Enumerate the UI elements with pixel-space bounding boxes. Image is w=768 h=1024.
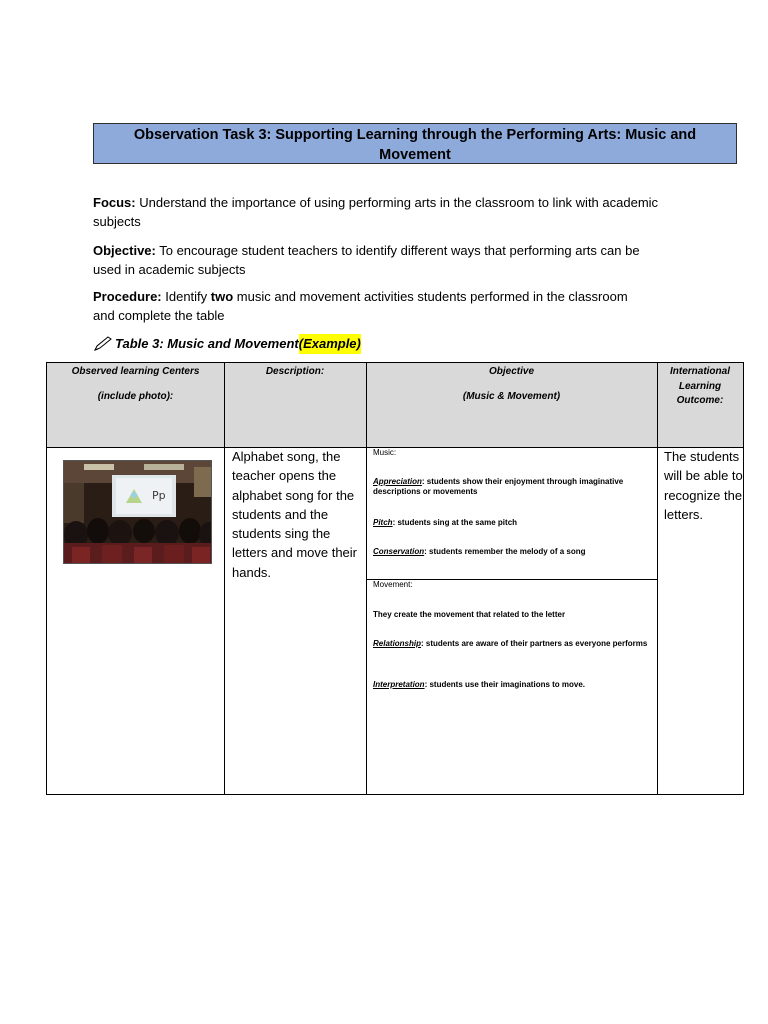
header-objective (366, 365, 657, 404)
page-title (93, 123, 737, 164)
appreciation-text: : students show their enjoyment through imaginative descriptions or movements (373, 477, 624, 496)
procedure-text-after: music and movement activities students performed in the classroom and complete the table (93, 289, 628, 323)
interpretation-term: Interpretation (373, 680, 425, 689)
interpretation-item (373, 680, 653, 690)
header-observed (47, 365, 224, 404)
table-caption (93, 334, 361, 354)
interpretation-text: : students use their imaginations to move. (424, 680, 586, 689)
outcome-cell: The students will be able to recognize the letters. (664, 449, 743, 522)
relationship-item (373, 639, 653, 649)
header-observed-line2: (include photo): (97, 391, 174, 402)
conservation-text: : students remember the melody of a song (424, 547, 586, 556)
header-outcome-line3: Outcome: (676, 395, 724, 406)
procedure-bold-word: two (210, 289, 234, 304)
header-objective-line2: (Music & Movement) (462, 391, 561, 402)
procedure-paragraph (93, 287, 633, 325)
focus-label: Focus: (93, 195, 136, 210)
objective-text: To encourage student teachers to identify different ways that performing arts can be used in academic subjects (93, 243, 640, 277)
header-objective-line1: Objective (488, 366, 535, 377)
header-observed-line1: Observed learning Centers (71, 366, 200, 377)
pitch-text: : students sing at the same pitch (392, 518, 518, 527)
appreciation-term: Appreciation (373, 477, 422, 486)
description-cell: Alphabet song, the teacher opens the alphabet song for the students and the students sing the letters and move their hands. (232, 449, 358, 580)
classroom-photo (63, 460, 212, 564)
pencil-icon (93, 336, 113, 352)
pitch-item (373, 518, 653, 528)
header-outcome-line1: International (669, 366, 730, 377)
procedure-text-before: Identify (161, 289, 211, 304)
music-movement-table (46, 362, 744, 795)
movement-line1: They create the movement that related to the letter (373, 610, 566, 619)
movement-heading: Movement: (373, 580, 413, 589)
relationship-text: : students are aware of their partners as everyone performs (421, 639, 648, 648)
relationship-term: Relationship (373, 639, 422, 648)
header-outcome-line2: Learning (678, 381, 722, 392)
objective-paragraph (93, 241, 668, 279)
header-description: Description: (265, 366, 325, 377)
music-heading: Music: (373, 448, 397, 457)
conservation-term: Conservation (373, 547, 425, 556)
appreciation-item (373, 477, 653, 497)
table-caption-highlight: (Example) (299, 334, 361, 354)
slide-text: Pp (152, 489, 166, 502)
title-line-1: Observation Task 3: Supporting Learning through the Performing Arts: Music and (133, 127, 697, 143)
table-caption-text: Table 3: Music and Movement (115, 336, 299, 351)
objective-label: Objective: (93, 243, 156, 258)
procedure-label: Procedure: (93, 289, 162, 304)
pitch-term: Pitch (373, 518, 393, 527)
title-line-2: Movement (379, 147, 451, 163)
focus-text: Understand the importance of using performing arts in the classroom to link with academic subjects (93, 195, 659, 229)
focus-paragraph (93, 193, 668, 231)
header-outcome (657, 365, 743, 408)
conservation-item (373, 547, 653, 557)
